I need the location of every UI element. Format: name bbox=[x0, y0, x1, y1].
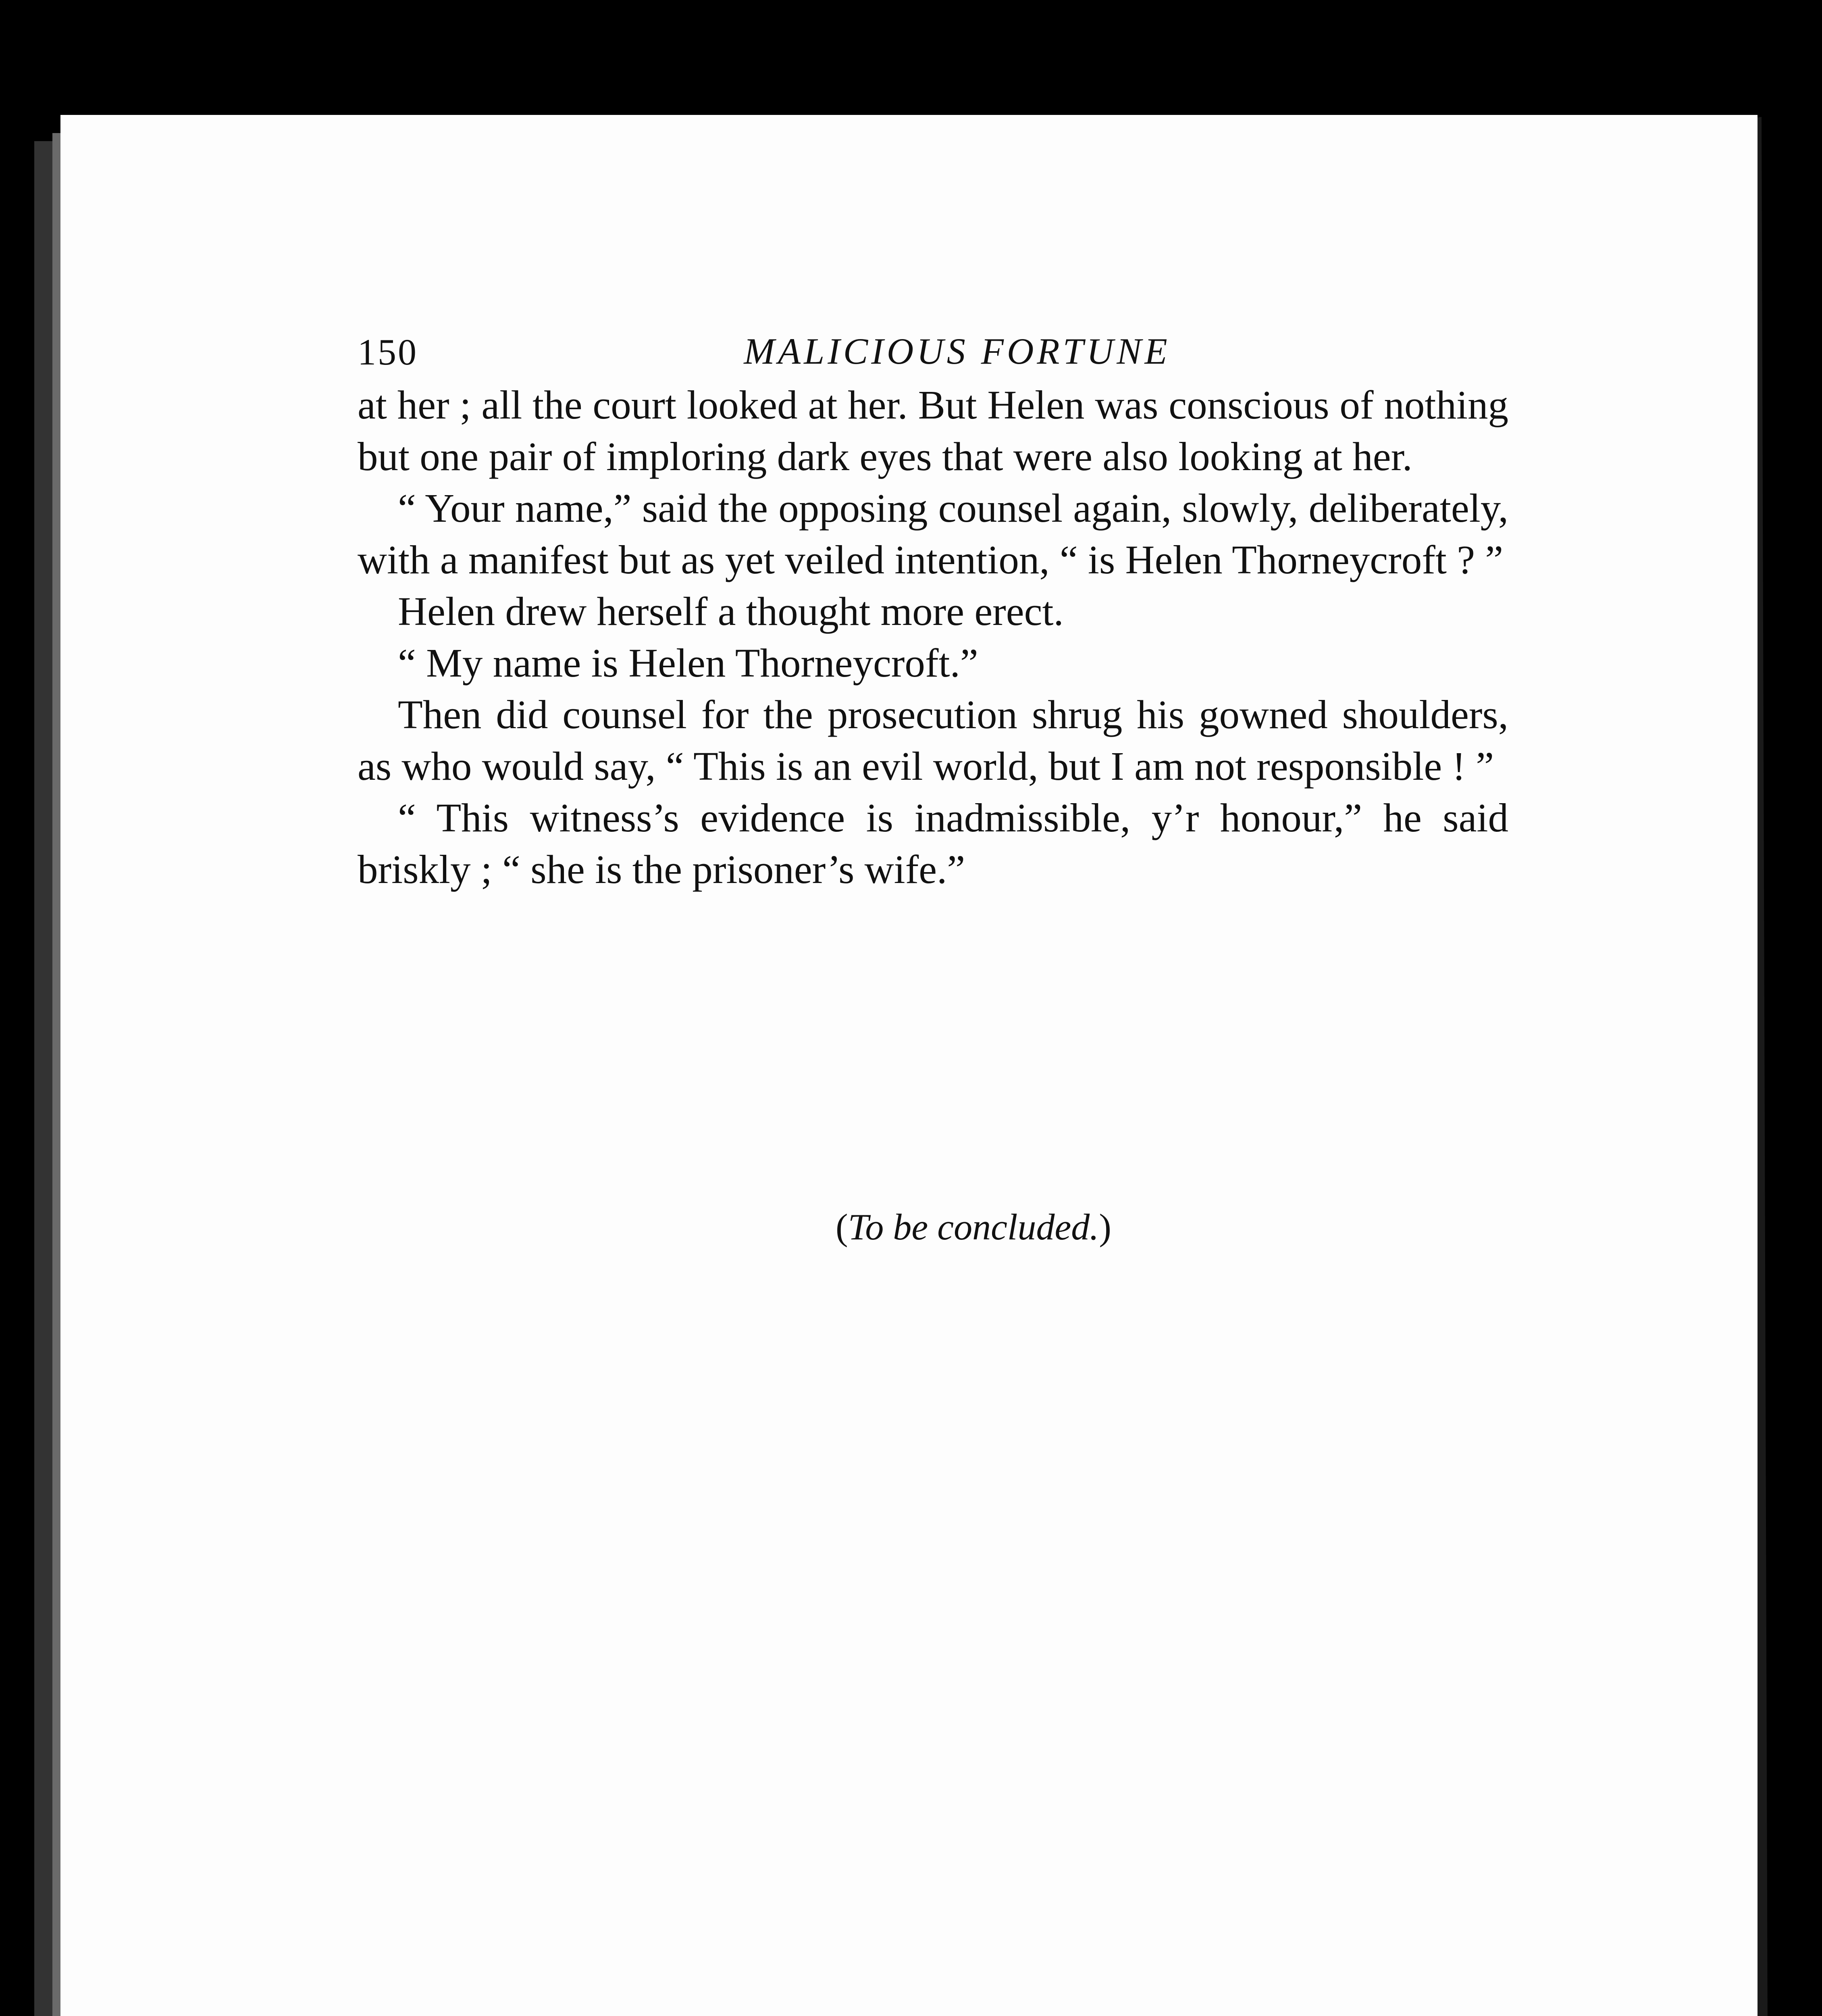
paragraph: at her ; all the court looked at her. But Helen was conscious of nothing but one pair of imploring dark eyes that were also looking at her. bbox=[358, 382, 1508, 479]
body-text bbox=[358, 379, 1508, 895]
page-number: 150 bbox=[358, 331, 418, 373]
to-be-concluded-note bbox=[605, 1206, 1342, 1248]
paragraph: “ This witness’s evidence is inadmissible, y’r honour,” he said briskly ; “ she is the prisoner’s wife.” bbox=[358, 795, 1508, 892]
running-head bbox=[358, 306, 1508, 379]
paragraph: “ My name is Helen Thorneycroft.” bbox=[398, 640, 978, 685]
paragraph: “ Your name,” said the opposing counsel again, slowly, deliberately, with a manifest but as yet veiled intention, “ is Helen Thorneycroft ? ” bbox=[358, 485, 1508, 582]
text-block bbox=[358, 306, 1508, 895]
open-paren: ( bbox=[836, 1206, 848, 1248]
running-title: MALICIOUS FORTUNE bbox=[744, 331, 1171, 372]
paragraph: Helen drew herself a thought more erect. bbox=[398, 589, 1064, 634]
to-be-concluded-text: To be concluded. bbox=[848, 1206, 1099, 1248]
close-paren: ) bbox=[1099, 1206, 1111, 1248]
paragraph: Then did counsel for the prosecution shrug his gowned shoulders, as who would say, “ This is an evil world, but I am not responsible ! ” bbox=[358, 692, 1508, 789]
